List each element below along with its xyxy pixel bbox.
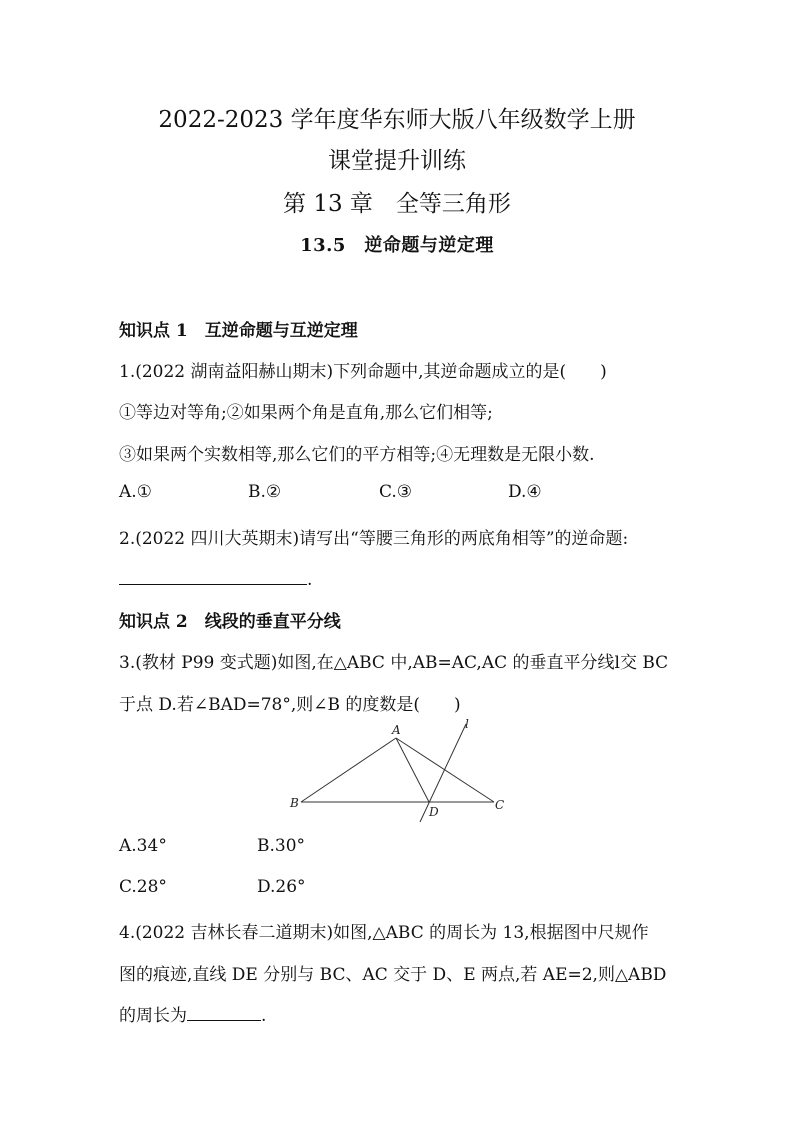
- q1-option-d: D.④: [508, 482, 542, 502]
- q3-option-b: B.30°: [257, 836, 306, 856]
- segment-ad: [396, 738, 429, 802]
- q1-option-b: B.②: [248, 482, 282, 502]
- perpendicular-bisector-l: [420, 724, 466, 822]
- label-d: D: [429, 805, 439, 819]
- segment-ac: [396, 738, 494, 802]
- q3-option-a: A.34°: [119, 836, 167, 856]
- q1-option-a: A.①: [119, 482, 152, 502]
- doc-title: 2022-2023 学年度华东师大版八年级数学上册: [158, 107, 636, 133]
- q4-stem: 4.(2022 吉林长春二道期末)如图,△ABC 的周长为 13,根据图中尺规作: [119, 923, 649, 943]
- q3-stem: 3.(教材 P99 变式题)如图,在△ABC 中,AB=AC,AC 的垂直平分线l交 BC: [119, 653, 669, 673]
- section-title: 13.5 逆命题与逆定理: [300, 235, 494, 256]
- q4-stem-line2: 图的痕迹,直线 DE 分别与 BC、AC 交于 D、E 两点,若 AE=2,则△ABD: [119, 965, 667, 985]
- q2-answer-blank: [119, 566, 307, 585]
- chapter-title: 第 13 章 全等三角形: [283, 191, 511, 217]
- q2-stem: 2.(2022 四川大英期末)请写出“等腰三角形的两底角相等”的逆命题:: [119, 529, 629, 549]
- q1-statements-line2: ③如果两个实数相等,那么它们的平方相等;④无理数是无限小数.: [119, 445, 595, 465]
- q1-stem: 1.(2022 湖南益阳赫山期末)下列命题中,其逆命题成立的是( ): [119, 362, 607, 382]
- q4-prefix: 的周长为: [119, 1006, 187, 1026]
- q4-stem-line3: [119, 1001, 266, 1026]
- q2-period: .: [307, 570, 313, 590]
- q4-period: .: [261, 1006, 267, 1026]
- q2-answer-line: [119, 566, 312, 590]
- label-b: B: [290, 796, 299, 810]
- knowledge-point-2-heading: 知识点 2 线段的垂直平分线: [119, 612, 341, 632]
- label-l: l: [465, 718, 469, 731]
- triangle-diagram: [286, 718, 508, 824]
- label-c: C: [495, 798, 505, 812]
- q4-answer-blank: [187, 1002, 261, 1021]
- q1-statements-line1: ①等边对等角;②如果两个角是直角,那么它们相等;: [119, 403, 493, 423]
- q3-triangle-figure: [286, 718, 508, 824]
- q1-option-c: C.③: [379, 482, 413, 502]
- q3-stem-line2: 于点 D.若∠BAD=78°,则∠B 的度数是( ): [119, 695, 461, 715]
- doc-subtitle: 课堂提升训练: [328, 148, 466, 174]
- q3-option-d: D.26°: [257, 877, 306, 897]
- label-a: A: [392, 723, 401, 737]
- knowledge-point-1-heading: 知识点 1 互逆命题与互逆定理: [119, 321, 358, 341]
- segment-ab: [301, 738, 396, 802]
- q3-option-c: C.28°: [119, 877, 167, 897]
